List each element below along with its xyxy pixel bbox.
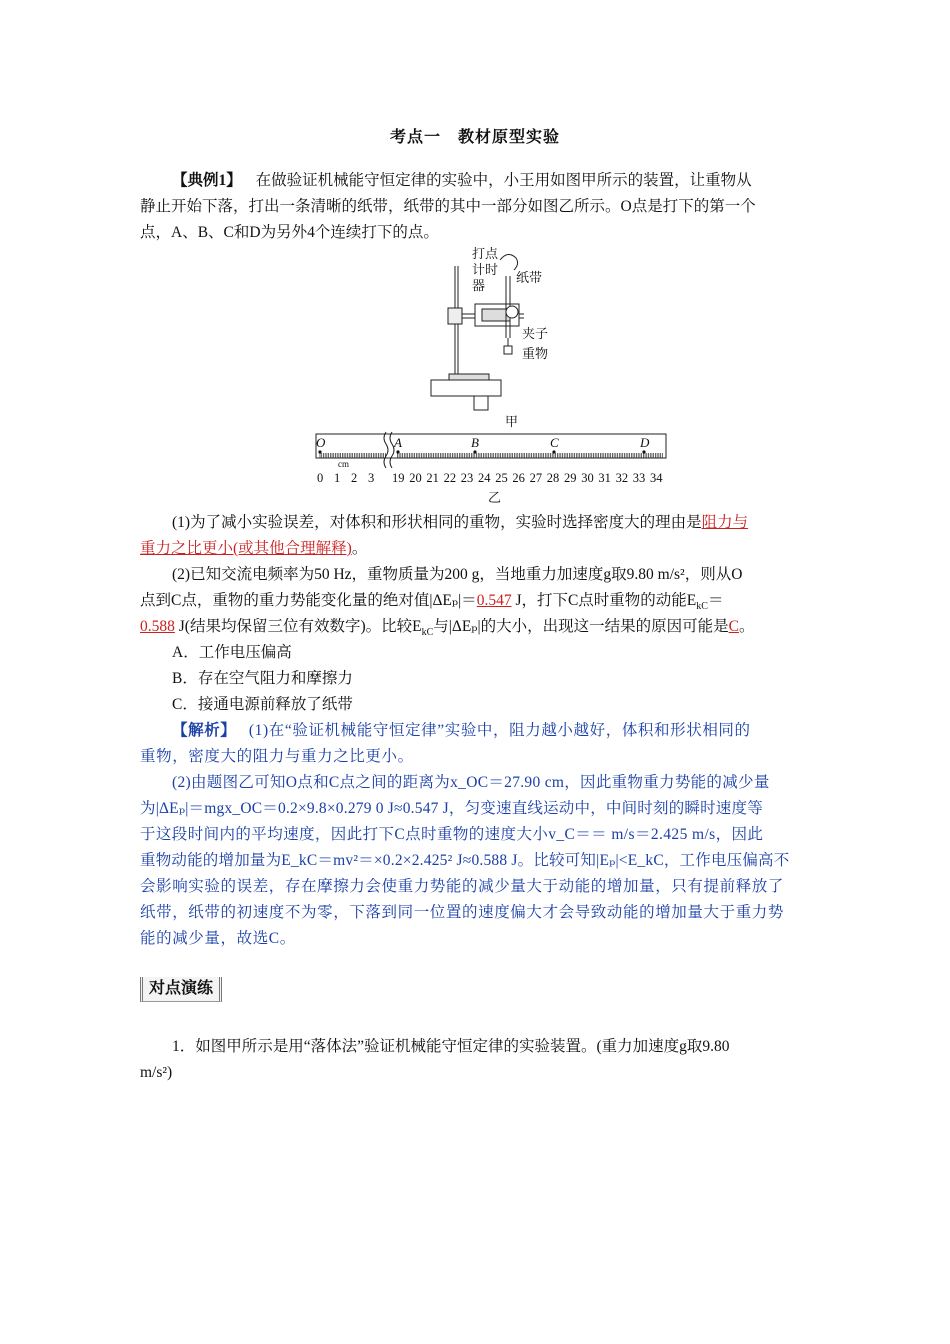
solution-p2-l1: (2)由题图乙可知O点和C点之间的距离为x_OC＝27.90 cm，因此重物重力势能的减少量 xyxy=(172,774,770,791)
q1-line-1 xyxy=(140,512,812,534)
q2-option-b: B．存在空气阻力和摩擦力 xyxy=(172,670,353,687)
ruler-number: 24 xyxy=(478,471,491,485)
ruler-number: 1 xyxy=(334,471,341,485)
tape-ruler xyxy=(316,432,666,485)
q1-answer-part1: 阻力与 xyxy=(701,514,749,531)
q1-line-2 xyxy=(140,538,812,560)
practice-q1-line-2: m/s²) xyxy=(140,1064,173,1081)
q2-option-a: A．工作电压偏高 xyxy=(172,644,292,661)
ruler-number: 2 xyxy=(351,471,358,485)
ruler-number: 0 xyxy=(317,471,324,485)
tape-label-o: O xyxy=(316,435,326,450)
q2-answer-ep: 0.547 xyxy=(476,592,512,609)
q2-text-3b: 与|ΔEₚ|的大小，出现这一结果的原因可能是 xyxy=(433,618,729,635)
label-tape: 纸带 xyxy=(516,270,543,285)
q2-line-1 xyxy=(140,564,812,586)
example-line-2: 静止开始下落，打出一条清晰的纸带，纸带的其中一部分如图乙所示。O点是打下的第一个 xyxy=(140,198,756,215)
ruler-number: 25 xyxy=(495,471,508,485)
section-heading: 考点一 教材原型实验 xyxy=(389,129,560,146)
ruler-unit: cm xyxy=(338,459,349,469)
ruler-number: 34 xyxy=(650,471,663,485)
caption-jia: 甲 xyxy=(505,414,519,429)
ruler-number: 29 xyxy=(564,471,577,485)
ruler-number: 3 xyxy=(368,471,375,485)
ruler-number: 21 xyxy=(426,471,439,485)
q2-line-3 xyxy=(140,616,812,644)
practice-q1-line-1 xyxy=(140,1036,812,1058)
ruler-number: 27 xyxy=(529,471,543,485)
solution-p2-l4: 重物动能的增加量为E_kC＝mv²＝×0.2×2.425² J≈0.588 J。比较可知|Eₚ|<E_kC，工作电压偏高不 xyxy=(140,852,790,869)
practice-q1-text: 1．如图甲所示是用“落体法”验证机械能守恒定律的实验装置。(重力加速度g取9.80 xyxy=(172,1038,730,1055)
ruler-number: 22 xyxy=(443,471,457,485)
solution-p1-l2: 重物，密度大的阻力与重力之比更小。 xyxy=(140,748,414,765)
practice-tag: 对点演练 xyxy=(140,977,222,1002)
example-line-3: 点，A、B、C和D为另外4个连续打下的点。 xyxy=(140,224,439,241)
label-clip: 夹子 xyxy=(522,326,549,341)
q2-option-c: C．接通电源前释放了纸带 xyxy=(172,696,353,713)
solution-p2-l7: 能的减少量，故选C。 xyxy=(140,930,296,947)
q2-text-2a: 点到C点，重物的重力势能变化量的绝对值|ΔEₚ|＝ xyxy=(140,592,477,609)
solution-p2-l2: 为|ΔEₚ|＝mgx_OC＝0.2×9.8×0.279 0 J≈0.547 J，匀变速直线运动中，中间时刻的瞬时速度等 xyxy=(140,800,763,817)
ruler-number: 26 xyxy=(512,471,525,485)
ruler-number: 19 xyxy=(392,471,405,485)
ruler-number: 30 xyxy=(581,471,594,485)
q1-answer-part2: 重力之比更小(或其他合理解释) xyxy=(140,540,352,557)
label-timer-3: 器 xyxy=(472,278,486,293)
example-line-1 xyxy=(140,170,812,192)
caption-yi: 乙 xyxy=(488,490,502,505)
solution-p2-l3: 于这段时间内的平均速度，因此打下C点时重物的速度大小v_C＝＝ m/s＝2.425 m/s，因此 xyxy=(140,826,764,843)
solution-p2-l1-wrap xyxy=(140,772,812,794)
ruler-number: 23 xyxy=(460,471,474,485)
label-timer-2: 计时 xyxy=(472,262,499,277)
q1-text: (1)为了减小实验误差，对体积和形状相同的重物，实验时选择密度大的理由是 xyxy=(172,514,702,531)
ruler-number: 33 xyxy=(632,471,646,485)
ruler-number: 20 xyxy=(409,471,422,485)
example-tag: 【典例1】 xyxy=(172,172,242,189)
solution-p2-l6: 纸带，纸带的初速度不为零，下落到同一位置的速度偏大才会导致动能的增加量大于重力势 xyxy=(140,904,785,921)
q2-text-2c: ＝ xyxy=(707,592,724,609)
solution-line-1 xyxy=(140,720,812,742)
experiment-figure xyxy=(300,246,680,508)
solution-tag: 【解析】 xyxy=(172,722,237,739)
q2-sub-kc: kC xyxy=(696,601,708,613)
solution-p1-l1: (1)在“验证机械能守恒定律”实验中，阻力越小越好，体积和形状相同的 xyxy=(248,722,751,739)
tape-label-d: D xyxy=(640,435,650,450)
tape-label-a: A xyxy=(394,435,402,450)
q2-text-2b: J，打下C点时重物的动能E xyxy=(511,592,697,609)
q2-sub-kc-2: kC xyxy=(421,627,434,639)
label-timer-1: 打点 xyxy=(472,246,499,261)
q2-end: 。 xyxy=(738,618,755,635)
q1-end: 。 xyxy=(351,540,368,557)
q2-text-3a: J(结果均保留三位有效数字)。比较E xyxy=(174,618,422,635)
ruler-number: 28 xyxy=(546,471,560,485)
ruler-number: 32 xyxy=(615,471,629,485)
q2-line-2 xyxy=(140,590,812,618)
tape-label-c: C xyxy=(550,435,559,450)
solution-p2-l5: 会影响实验的误差，存在摩擦力会使重力势能的减少量大于动能的增加量，只有提前释放了 xyxy=(140,878,785,895)
q2-answer-ek: 0.588 xyxy=(140,618,175,635)
q2-answer-choice: C xyxy=(728,618,739,635)
label-weight: 重物 xyxy=(522,346,549,361)
ruler-number: 31 xyxy=(598,471,611,485)
q2-text-1: (2)已知交流电频率为50 Hz，重物质量为200 g，当地重力加速度g取9.80 m/s²，则从O xyxy=(172,566,743,583)
example-text-1: 在做验证机械能守恒定律的实验中，小王用如图甲所示的装置，让重物从 xyxy=(255,172,752,189)
tape-label-b: B xyxy=(471,435,479,450)
